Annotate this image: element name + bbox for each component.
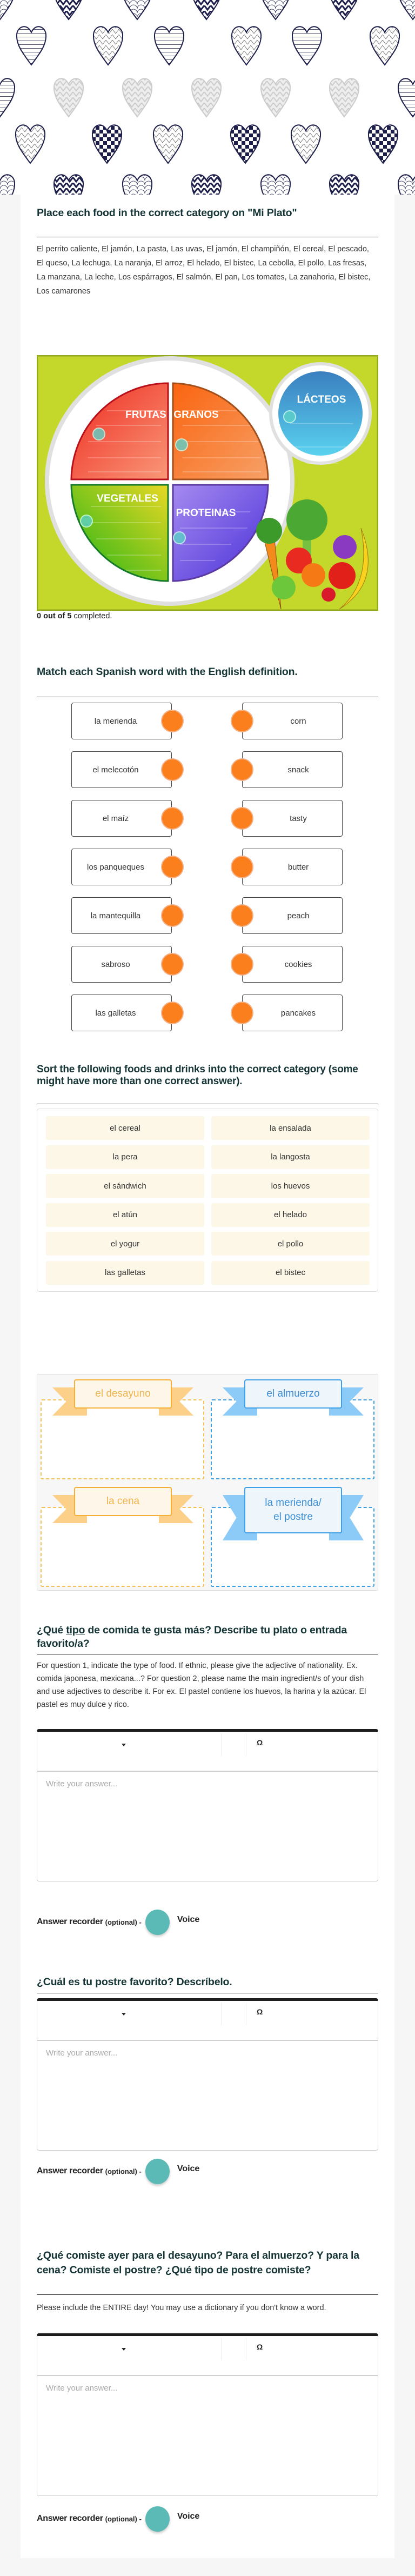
- match-definition-right[interactable]: [242, 751, 343, 788]
- lacteos-label: LÁCTEOS: [297, 394, 346, 405]
- record-voice-button[interactable]: [145, 2159, 170, 2184]
- title-text: ¿Qué: [37, 1624, 66, 1636]
- heart-icon: [192, 0, 221, 19]
- match-term-label: las galletas: [95, 1008, 136, 1018]
- match-connector-dot[interactable]: [231, 758, 253, 781]
- recorder-label: Answer recorder: [37, 2514, 103, 2523]
- heart-icon: [123, 0, 152, 19]
- toolbar-separator: [221, 2338, 222, 2360]
- match-connector-dot[interactable]: [161, 856, 184, 878]
- granos-drop-target[interactable]: [176, 439, 188, 451]
- sorting-question-title: Sort the following foods and drinks into the correct category (some might have more than one correct answer).: [37, 1064, 358, 1087]
- heart-icon: [261, 175, 290, 195]
- heart-icon: [370, 26, 399, 65]
- match-term-left[interactable]: [71, 995, 172, 1031]
- format-dropdown-caret-icon[interactable]: [122, 2348, 126, 2351]
- vegetales-label: VEGETALES: [97, 493, 158, 504]
- heart-icon: [0, 175, 15, 195]
- match-term-label: sabroso: [101, 959, 130, 969]
- question-instructions: For question 1, indicate the type of food. If ethnic, please give the adjective of nationality. Ex. comida japonesa, mexicana...? For question 2, please name the main ingredient/s of your dish and use adjectives to describe it. For ex. El pastel contiene los huevos, la harina y la azúcar. El pastel es muy dulce y rico.: [37, 1661, 366, 1709]
- plate-question-title: Place each food in the correct category on "Mi Plato": [37, 207, 297, 219]
- heart-icon: [54, 175, 83, 195]
- heart-icon: [398, 0, 415, 19]
- sort-categories: [37, 1374, 378, 1591]
- sort-item-card[interactable]: la ensalada: [211, 1116, 370, 1140]
- heart-icon: [261, 0, 290, 19]
- match-connector-dot[interactable]: [231, 710, 253, 732]
- match-connector-dot[interactable]: [161, 953, 184, 976]
- match-connector-dot[interactable]: [161, 807, 184, 830]
- match-connector-dot[interactable]: [161, 758, 184, 781]
- heart-icon: [330, 0, 359, 19]
- completed-count: 0: [37, 612, 42, 620]
- record-voice-button[interactable]: [145, 1910, 170, 1935]
- sort-items-pool: [37, 1109, 378, 1292]
- total-count: 5: [67, 612, 72, 620]
- match-definition-right[interactable]: [242, 897, 343, 934]
- answer-placeholder: Write your answer...: [46, 2048, 118, 2058]
- heart-icon: [231, 125, 260, 163]
- hearts-pattern: [0, 0, 415, 195]
- match-definition-label: peach: [287, 911, 310, 920]
- answer-textarea[interactable]: [37, 2376, 378, 2495]
- match-term-left[interactable]: [71, 751, 172, 788]
- progress-out-of: out of: [41, 612, 68, 620]
- heart-icon: [155, 26, 184, 65]
- match-definition-label: tasty: [290, 813, 307, 823]
- sort-item-card[interactable]: el cereal: [46, 1116, 204, 1140]
- plate: [47, 358, 292, 604]
- category-name: la merienda/ el postre: [265, 1497, 322, 1523]
- category-label-banner: [244, 1487, 342, 1533]
- heart-icon: [93, 26, 123, 65]
- match-connector-dot[interactable]: [161, 904, 184, 927]
- match-definition-right[interactable]: [242, 849, 343, 885]
- match-term-label: la merienda: [94, 716, 137, 726]
- header-hearts-banner: [0, 0, 415, 195]
- match-connector-dot[interactable]: [231, 856, 253, 878]
- special-character-button[interactable]: Ω: [257, 2343, 263, 2351]
- category-name: la cena: [106, 1496, 140, 1507]
- heart-icon: [123, 78, 152, 117]
- editor-toolbar: [37, 2001, 378, 2041]
- sort-item-card[interactable]: la pera: [46, 1145, 204, 1169]
- heart-icon: [92, 125, 122, 163]
- heart-icon: [153, 125, 183, 163]
- lacteos-drop-target[interactable]: [284, 411, 296, 423]
- match-term-left[interactable]: [71, 800, 172, 837]
- category-label-banner: [74, 1379, 172, 1409]
- match-term-label: el melecotón: [92, 765, 139, 775]
- recorder-optional-label: (optional) -: [105, 1918, 142, 1926]
- match-connector-dot[interactable]: [231, 807, 253, 830]
- answer-placeholder: Write your answer...: [46, 2384, 118, 2393]
- voice-label: Voice: [177, 2164, 200, 2173]
- toolbar-separator: [221, 2003, 222, 2025]
- match-term-label: los panqueques: [87, 862, 144, 872]
- mi-plato-diagram: [37, 355, 378, 611]
- sort-item-card[interactable]: el sándwich: [46, 1174, 204, 1198]
- answer-textarea[interactable]: [37, 2041, 378, 2150]
- match-term-left[interactable]: [71, 849, 172, 885]
- heart-icon: [0, 78, 15, 117]
- heart-icon: [192, 78, 221, 117]
- heart-icon: [398, 78, 415, 117]
- category-name: el desayuno: [95, 1388, 151, 1399]
- heart-icon: [232, 26, 261, 65]
- progress-suffix: completed.: [71, 612, 112, 620]
- recorder-optional-label: (optional) -: [105, 2167, 142, 2175]
- toolbar-separator: [221, 1733, 222, 1756]
- heart-icon: [369, 125, 398, 163]
- heart-icon: [54, 78, 83, 117]
- match-term-left[interactable]: [71, 703, 172, 739]
- heart-icon: [292, 26, 322, 65]
- match-connector-dot[interactable]: [161, 710, 184, 732]
- title-text: ¿Qué comiste ayer para el desayuno? Para el almuerzo? Y para la cena? Comiste el postre? ¿Qué tipo de postre comiste?: [37, 2250, 359, 2276]
- heart-icon: [330, 78, 359, 117]
- match-definition-right[interactable]: [242, 995, 343, 1031]
- match-term-left[interactable]: [71, 946, 172, 983]
- answer-editor: [37, 2333, 378, 2496]
- answer-editor: [37, 1729, 378, 1881]
- foods-list-text: El perrito caliente, El jamón, La pasta, Las uvas, El jamón, El champiñón, El cereal, El pescado, El queso, La lechuga, La naranja, El arroz, El helado, El bistec, La cebolla, El pollo, Las fresas, La manzana, La leche, Los espárragos, El salmón, El pan, Los tomates, La zanahoria, El bistec, Los camarones: [37, 245, 371, 296]
- title-underlined-word: tipo: [66, 1624, 85, 1636]
- answer-textarea[interactable]: [37, 1772, 378, 1881]
- plate-progress: [37, 612, 112, 620]
- special-character-button[interactable]: Ω: [257, 2007, 263, 2016]
- answer-recorder: [37, 2506, 199, 2531]
- match-term-left[interactable]: [71, 897, 172, 934]
- answer-recorder: [37, 1910, 199, 1934]
- matching-question-title: Match each Spanish word with the English definition.: [37, 666, 298, 678]
- match-definition-label: corn: [290, 716, 306, 726]
- sort-item-card[interactable]: el bistec: [211, 1261, 370, 1285]
- heart-icon: [16, 125, 45, 163]
- sort-item-card[interactable]: el helado: [211, 1203, 370, 1227]
- match-definition-label: pancakes: [280, 1008, 316, 1018]
- frutas-drop-target[interactable]: [93, 428, 105, 440]
- recorder-label: Answer recorder: [37, 2166, 103, 2175]
- answer-editor: [37, 1998, 378, 2151]
- format-dropdown-caret-icon[interactable]: [122, 2013, 126, 2016]
- frutas-label: FRUTAS: [125, 409, 166, 421]
- match-definition-label: snack: [287, 765, 309, 775]
- match-definition-right[interactable]: [242, 946, 343, 983]
- heart-icon: [54, 0, 83, 19]
- recorder-label: Answer recorder: [37, 1917, 103, 1926]
- heart-icon: [17, 26, 46, 65]
- heart-icon: [123, 175, 152, 195]
- open-question-title: [37, 1976, 378, 1989]
- sort-item-card[interactable]: los huevos: [211, 1174, 370, 1198]
- title-text: de comida te gusta más? Describe tu plato o entrada favorito/a?: [37, 1624, 347, 1650]
- question-instructions: Please include the ENTIRE day! You may use a dictionary if you don't know a word.: [37, 2304, 326, 2312]
- heart-icon: [398, 175, 415, 195]
- answer-placeholder: Write your answer...: [46, 1779, 118, 1788]
- recorder-optional-label: (optional) -: [105, 2514, 142, 2523]
- proteinas-drop-target[interactable]: [173, 532, 185, 544]
- match-connector-dot[interactable]: [161, 1002, 184, 1024]
- title-text: ¿Cuál es tu postre favorito? Descríbelo.: [37, 1976, 232, 1988]
- answer-recorder: [37, 2159, 199, 2184]
- special-character-button[interactable]: Ω: [257, 1738, 263, 1747]
- sort-item-card[interactable]: el atún: [46, 1203, 204, 1227]
- editor-toolbar: [37, 1732, 378, 1772]
- match-connector-dot[interactable]: [231, 904, 253, 927]
- sort-item-card[interactable]: el pollo: [211, 1232, 370, 1256]
- sort-item-card[interactable]: las galletas: [46, 1261, 204, 1285]
- title-divider: [37, 2294, 378, 2295]
- match-definition-label: butter: [287, 862, 309, 872]
- editor-toolbar: [37, 2336, 378, 2376]
- granos-label: GRANOS: [173, 409, 219, 421]
- heart-icon: [291, 125, 320, 163]
- format-dropdown-caret-icon[interactable]: [122, 1744, 126, 1746]
- match-definition-right[interactable]: [242, 703, 343, 739]
- heart-icon: [192, 175, 221, 195]
- match-definition-label: cookies: [284, 959, 312, 969]
- heart-icon: [261, 78, 290, 117]
- sort-item-card[interactable]: el yogur: [46, 1232, 204, 1256]
- open-question-title: [37, 2248, 378, 2278]
- voice-label: Voice: [177, 1915, 200, 1924]
- record-voice-button[interactable]: [145, 2506, 170, 2532]
- voice-label: Voice: [177, 2512, 200, 2521]
- match-definition-right[interactable]: [242, 800, 343, 837]
- category-label-banner: [244, 1379, 342, 1409]
- match-connector-dot[interactable]: [231, 953, 253, 976]
- sort-item-card[interactable]: la langosta: [211, 1145, 370, 1169]
- heart-icon: [330, 175, 359, 195]
- match-term-label: la mantequilla: [90, 911, 141, 920]
- vegetales-drop-target[interactable]: [81, 515, 92, 527]
- category-name: el almuerzo: [266, 1388, 320, 1399]
- heart-icon: [0, 0, 15, 19]
- match-connector-dot[interactable]: [231, 1002, 253, 1024]
- proteinas-label: PROTEINAS: [176, 508, 236, 519]
- category-label-banner: [74, 1487, 172, 1516]
- open-question-title: [37, 1624, 378, 1651]
- match-term-label: el maíz: [102, 813, 129, 823]
